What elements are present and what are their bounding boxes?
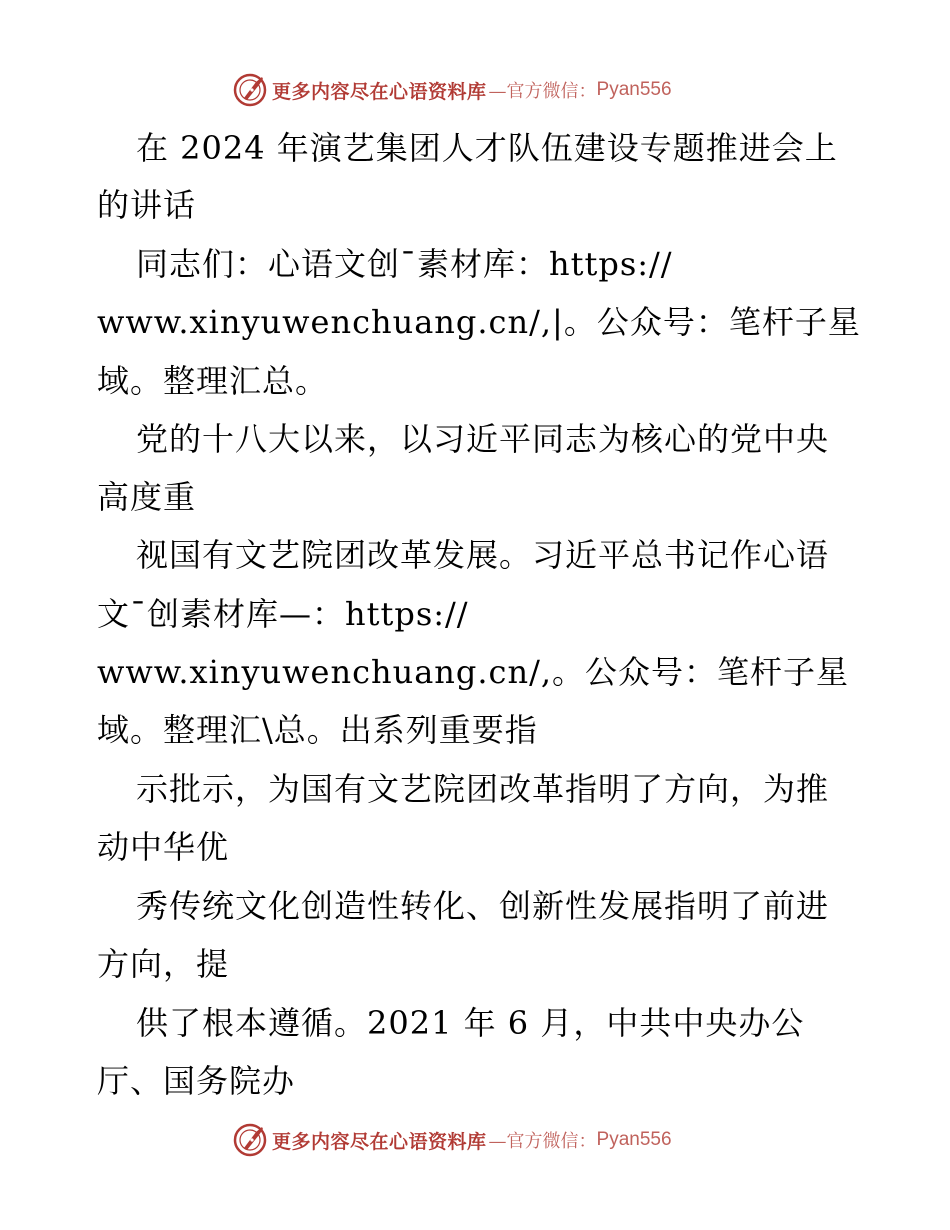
title-line-2: 的讲话 [97,186,197,224]
paragraph-line: 党的十八大以来，以习近平同志为核心的党中央 [136,420,830,458]
paragraph-line: 厅、国务院办 [97,1062,296,1100]
paragraph-line: www.xinyuwenchuang.cn/,|。公众号：笔杆子星 [97,303,861,341]
paragraph-line: 高度重 [97,478,197,516]
banner-wechat-label: —官方微信： [488,1131,597,1152]
pen-nib-logo-icon [232,1122,268,1158]
banner-wechat-id: Pyan556 [596,79,672,100]
paragraph-line: 文¯创素材库—：https:// [97,595,469,633]
title-line-1: 在 2024 年演艺集团人才队伍建设专题推进会上 [136,129,838,167]
paragraph-line: 示批示，为国有文艺院团改革指明了方向，为推 [136,770,830,808]
paragraph-line: www.xinyuwenchuang.cn/,。公众号：笔杆子星 [97,653,850,691]
paragraph-line: 视国有文艺院团改革发展。习近平总书记作心语 [136,536,830,574]
paragraph-line: 同志们：心语文创¯素材库：https:// [136,245,673,283]
banner-main-text: 更多内容尽在心语资料库 [272,80,487,103]
paragraph-line: 方向，提 [97,945,230,983]
banner-wechat-label: —官方微信： [488,81,597,102]
paragraph-line: 动中华优 [97,828,230,866]
header-banner [232,70,672,110]
paragraph-line: 秀传统文化创造性转化、创新性发展指明了前进 [136,887,830,925]
paragraph-line: 域。整理汇总。 [97,362,329,400]
paragraph-line: 域。整理汇\总。出系列重要指 [97,711,538,749]
banner-wechat-id: Pyan556 [596,1129,672,1150]
pen-nib-logo-icon [232,72,268,108]
footer-banner [232,1120,672,1160]
paragraph-line: 供了根本遵循。2021 年 6 月，中共中央办公 [136,1004,805,1042]
banner-main-text: 更多内容尽在心语资料库 [272,1130,487,1153]
